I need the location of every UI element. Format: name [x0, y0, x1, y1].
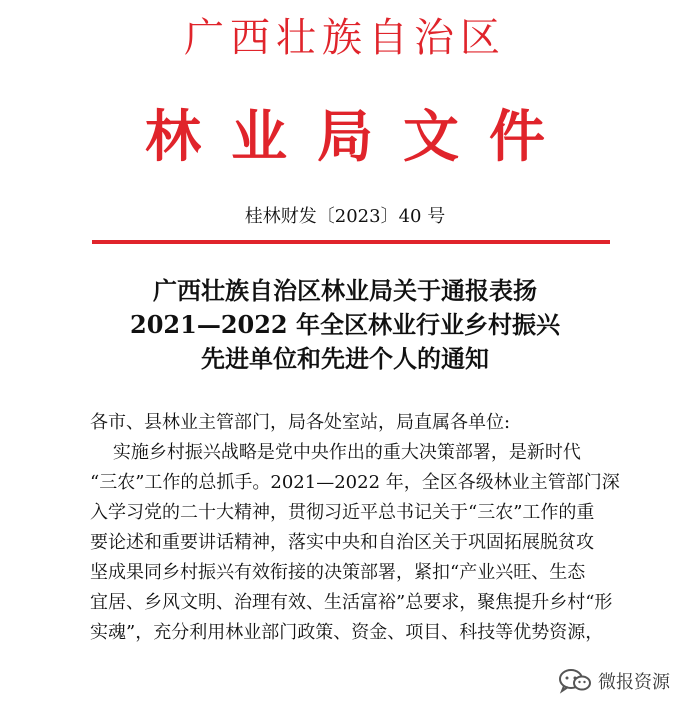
red-divider	[92, 240, 610, 244]
recipients-line: 各市、县林业主管部门，局各处室站，局直属各单位:	[90, 412, 511, 433]
title-line: 2021—2022 年全区林业行业乡村振兴	[130, 310, 560, 339]
body-line: 实魂”，充分利用林业部门政策、资金、项目、科技等优势资源，	[90, 622, 604, 643]
body-line: 坚成果同乡村振兴有效衔接的决策部署，紧扣“产业兴旺、生态	[90, 562, 586, 583]
title-line: 先进单位和先进个人的通知	[201, 344, 489, 373]
body-line: 宜居、乡风文明、治理有效、生活富裕”总要求，聚焦提升乡村“形	[90, 592, 613, 613]
notice-title	[0, 274, 690, 376]
title-line: 广西壮族自治区林业局关于通报表扬	[153, 276, 537, 305]
wechat-icon	[558, 668, 592, 694]
body-line: 入学习党的二十大精神，贯彻习近平总书记关于“三农”工作的重	[90, 502, 595, 523]
document-type-heading: 林业局文件	[145, 104, 575, 170]
watermark-text: 微报资源	[598, 672, 670, 693]
body-line: “三农”工作的总抓手。2021—2022 年，全区各级林业主管部门深	[90, 472, 620, 493]
source-watermark	[552, 666, 676, 696]
document-number: 桂林财发〔2023〕40 号	[244, 206, 446, 227]
body-line: 要论述和重要讲话精神，落实中央和自治区关于巩固拓展脱贫攻	[90, 532, 594, 553]
issuer-heading: 广西壮族自治区	[184, 15, 506, 61]
body-line: 实施乡村振兴战略是党中央作出的重大决策部署，是新时代	[90, 442, 581, 463]
